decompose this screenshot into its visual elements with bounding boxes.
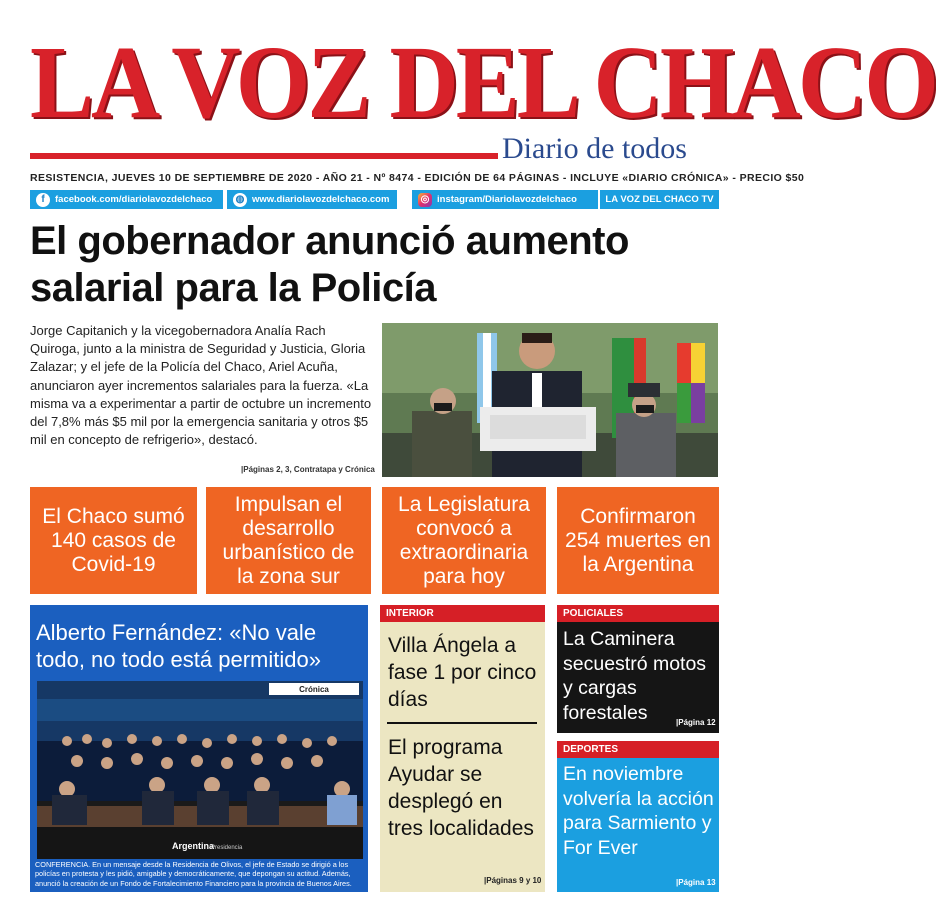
interior-story-2[interactable]: El programa Ayudar se desplegó en tres localidades bbox=[388, 736, 534, 840]
deportes-story[interactable]: En noviembre volvería la acción para Sarmiento y For Ever bbox=[563, 763, 714, 859]
masthead-subtitle: Diario de todos bbox=[502, 132, 687, 165]
orange-story-4[interactable]: Confirmaron 254 muertes en la Argentina bbox=[557, 487, 719, 594]
lead-photo bbox=[382, 323, 718, 477]
policiales-tag: POLICIALES bbox=[557, 605, 719, 622]
instagram-link[interactable] bbox=[412, 190, 598, 209]
website-label: www.diariolavozdelchaco.com bbox=[252, 194, 390, 205]
interior-tag: INTERIOR bbox=[380, 605, 545, 622]
website-link[interactable] bbox=[227, 190, 397, 209]
lead-headline[interactable]: El gobernador anunció aumento salarial para la Policía bbox=[30, 219, 629, 310]
policiales-story[interactable]: La Caminera secuestró motos y cargas forestales bbox=[563, 628, 707, 724]
instagram-icon: ◎ bbox=[418, 193, 432, 207]
alberto-caption: CONFERENCIA. En un mensaje desde la Residencia de Olivos, el jefe de Estado se dirigió a los policías en protesta y les pidió, amigable y democráticamente, que depongan su actitud. Además, anunció la creación de un Fondo de Fortalecimiento Financiero para la provincia de Buenos Aires. bbox=[35, 860, 352, 888]
orange-story-1[interactable]: El Chaco sumó 140 casos de Covid-19 bbox=[30, 487, 197, 594]
masthead-title: LA VOZ DEL CHACO bbox=[30, 24, 936, 140]
edition-line: RESISTENCIA, JUEVES 10 DE SEPTIEMBRE DE 2020 - AÑO 21 - Nº 8474 - EDICIÓN DE 64 PÁGINAS - INCLUYE «DIARIO CRÓNICA» - PRECIO $50 bbox=[30, 172, 805, 184]
interior-story-1[interactable]: Villa Ángela a fase 1 por cinco días bbox=[388, 634, 537, 711]
alberto-photo bbox=[37, 681, 363, 859]
facebook-label: facebook.com/diariolavozdelchaco bbox=[55, 194, 213, 205]
tv-label: LA VOZ DEL CHACO TV bbox=[605, 194, 714, 205]
masthead-rule bbox=[30, 153, 498, 159]
interior-pages: |Páginas 9 y 10 bbox=[484, 876, 542, 885]
lead-text: Jorge Capitanich y la vicegobernadora Analía Rach Quiroga, junto a la ministra de Seguridad y Justicia, Gloria Zalazar; y el jefe de la Policía del Chaco, Ariel Acuña, anunciaron ayer incrementos salariales para la fuerza. «La misma va a experimentar a partir de octubre un incremento del 7,8% más $5 mil por la emergencia sanitaria y otros $5 mil en concepto de refrigerio», destacó. bbox=[30, 323, 372, 448]
deportes-tag: DEPORTES bbox=[557, 741, 719, 758]
banner-subtext: Presidencia bbox=[211, 845, 243, 851]
policiales-pages: |Página 12 bbox=[676, 718, 716, 727]
deportes-pages: |Página 13 bbox=[676, 878, 716, 887]
alberto-headline[interactable]: Alberto Fernández: «No vale todo, no todo está permitido» bbox=[36, 620, 321, 672]
banner-text: Argentina bbox=[172, 841, 215, 851]
tv-link[interactable] bbox=[600, 190, 719, 209]
photo-tag: Crónica bbox=[299, 685, 329, 694]
orange-story-2[interactable]: Impulsan el desarrollo urbanístico de la zona sur bbox=[206, 487, 371, 594]
interior-divider bbox=[387, 722, 537, 724]
facebook-icon: f bbox=[36, 193, 50, 207]
lead-pages: |Páginas 2, 3, Contratapa y Crónica bbox=[241, 465, 375, 474]
facebook-link[interactable] bbox=[30, 190, 223, 209]
globe-icon: ◍ bbox=[233, 193, 247, 207]
orange-story-3[interactable]: La Legislatura convocó a extraordinaria para hoy bbox=[382, 487, 546, 594]
instagram-label: instagram/Diariolavozdelchaco bbox=[437, 194, 577, 205]
